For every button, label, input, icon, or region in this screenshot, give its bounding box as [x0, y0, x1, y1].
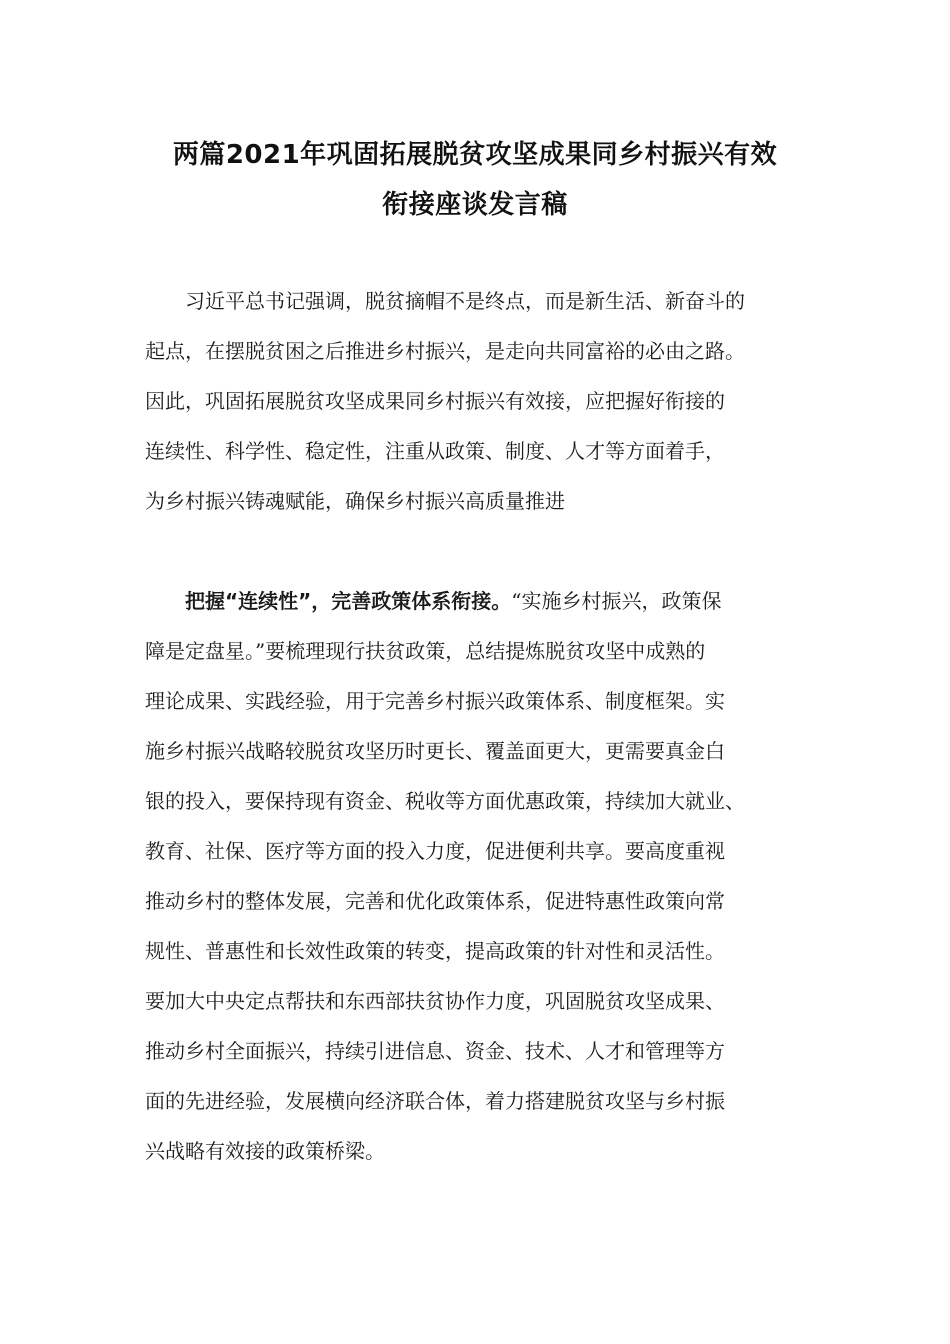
paragraph-line: 起点，在摆脱贫困之后推进乡村振兴，是走向共同富裕的必由之路。 — [145, 339, 745, 363]
paragraph-line: 推动乡村的整体发展，完善和优化政策体系，促进特惠性政策向常 — [145, 889, 725, 913]
paragraph-lead-heading: 把握“连续性”，完善政策体系衔接。 — [185, 589, 512, 613]
paragraph-first-line — [145, 576, 810, 626]
paragraph-first-line-text: “实施乡村振兴，政策保 — [511, 589, 722, 613]
paragraph-line: 障是定盘星。”要梳理现行扶贫政策，总结提炼脱贫攻坚中成熟的 — [145, 639, 706, 663]
paragraph-line: 因此，巩固拓展脱贫攻坚成果同乡村振兴有效接，应把握好衔接的 — [145, 389, 725, 413]
paragraph-line: 兴战略有效接的政策桥梁。 — [145, 1139, 385, 1163]
paragraph-line: 推动乡村全面振兴，持续引进信息、资金、技术、人才和管理等方 — [145, 1039, 725, 1063]
paragraph-continuity — [145, 576, 810, 1176]
paragraph-line: 理论成果、实践经验，用于完善乡村振兴政策体系、制度框架。实 — [145, 689, 725, 713]
title-line-2: 衔接座谈发言稿 — [382, 190, 568, 220]
paragraph-line: 连续性、科学性、稳定性，注重从政策、制度、人才等方面着手， — [145, 439, 725, 463]
paragraph-line: 要加大中央定点帮扶和东西部扶贫协作力度，巩固脱贫攻坚成果、 — [145, 989, 725, 1013]
paragraph-line: 银的投入，要保持现有资金、税收等方面优惠政策，持续加大就业、 — [145, 789, 745, 813]
title-line-1: 两篇2021年巩固拓展脱贫攻坚成果同乡村振兴有效 — [172, 140, 778, 170]
document-title — [90, 130, 860, 230]
paragraph-line: 面的先进经验，发展横向经济联合体，着力搭建脱贫攻坚与乡村振 — [145, 1089, 725, 1113]
paragraph-line: 教育、社保、医疗等方面的投入力度，促进便利共享。要高度重视 — [145, 839, 725, 863]
paragraph-intro — [145, 276, 810, 526]
paragraph-line: 习近平总书记强调，脱贫摘帽不是终点，而是新生活、新奋斗的 — [185, 289, 745, 313]
paragraph-line: 规性、普惠性和长效性政策的转变，提高政策的针对性和灵活性。 — [145, 939, 725, 963]
paragraph-line: 施乡村振兴战略较脱贫攻坚历时更长、覆盖面更大，更需要真金白 — [145, 739, 725, 763]
paragraph-line: 为乡村振兴铸魂赋能，确保乡村振兴高质量推进 — [145, 489, 565, 513]
